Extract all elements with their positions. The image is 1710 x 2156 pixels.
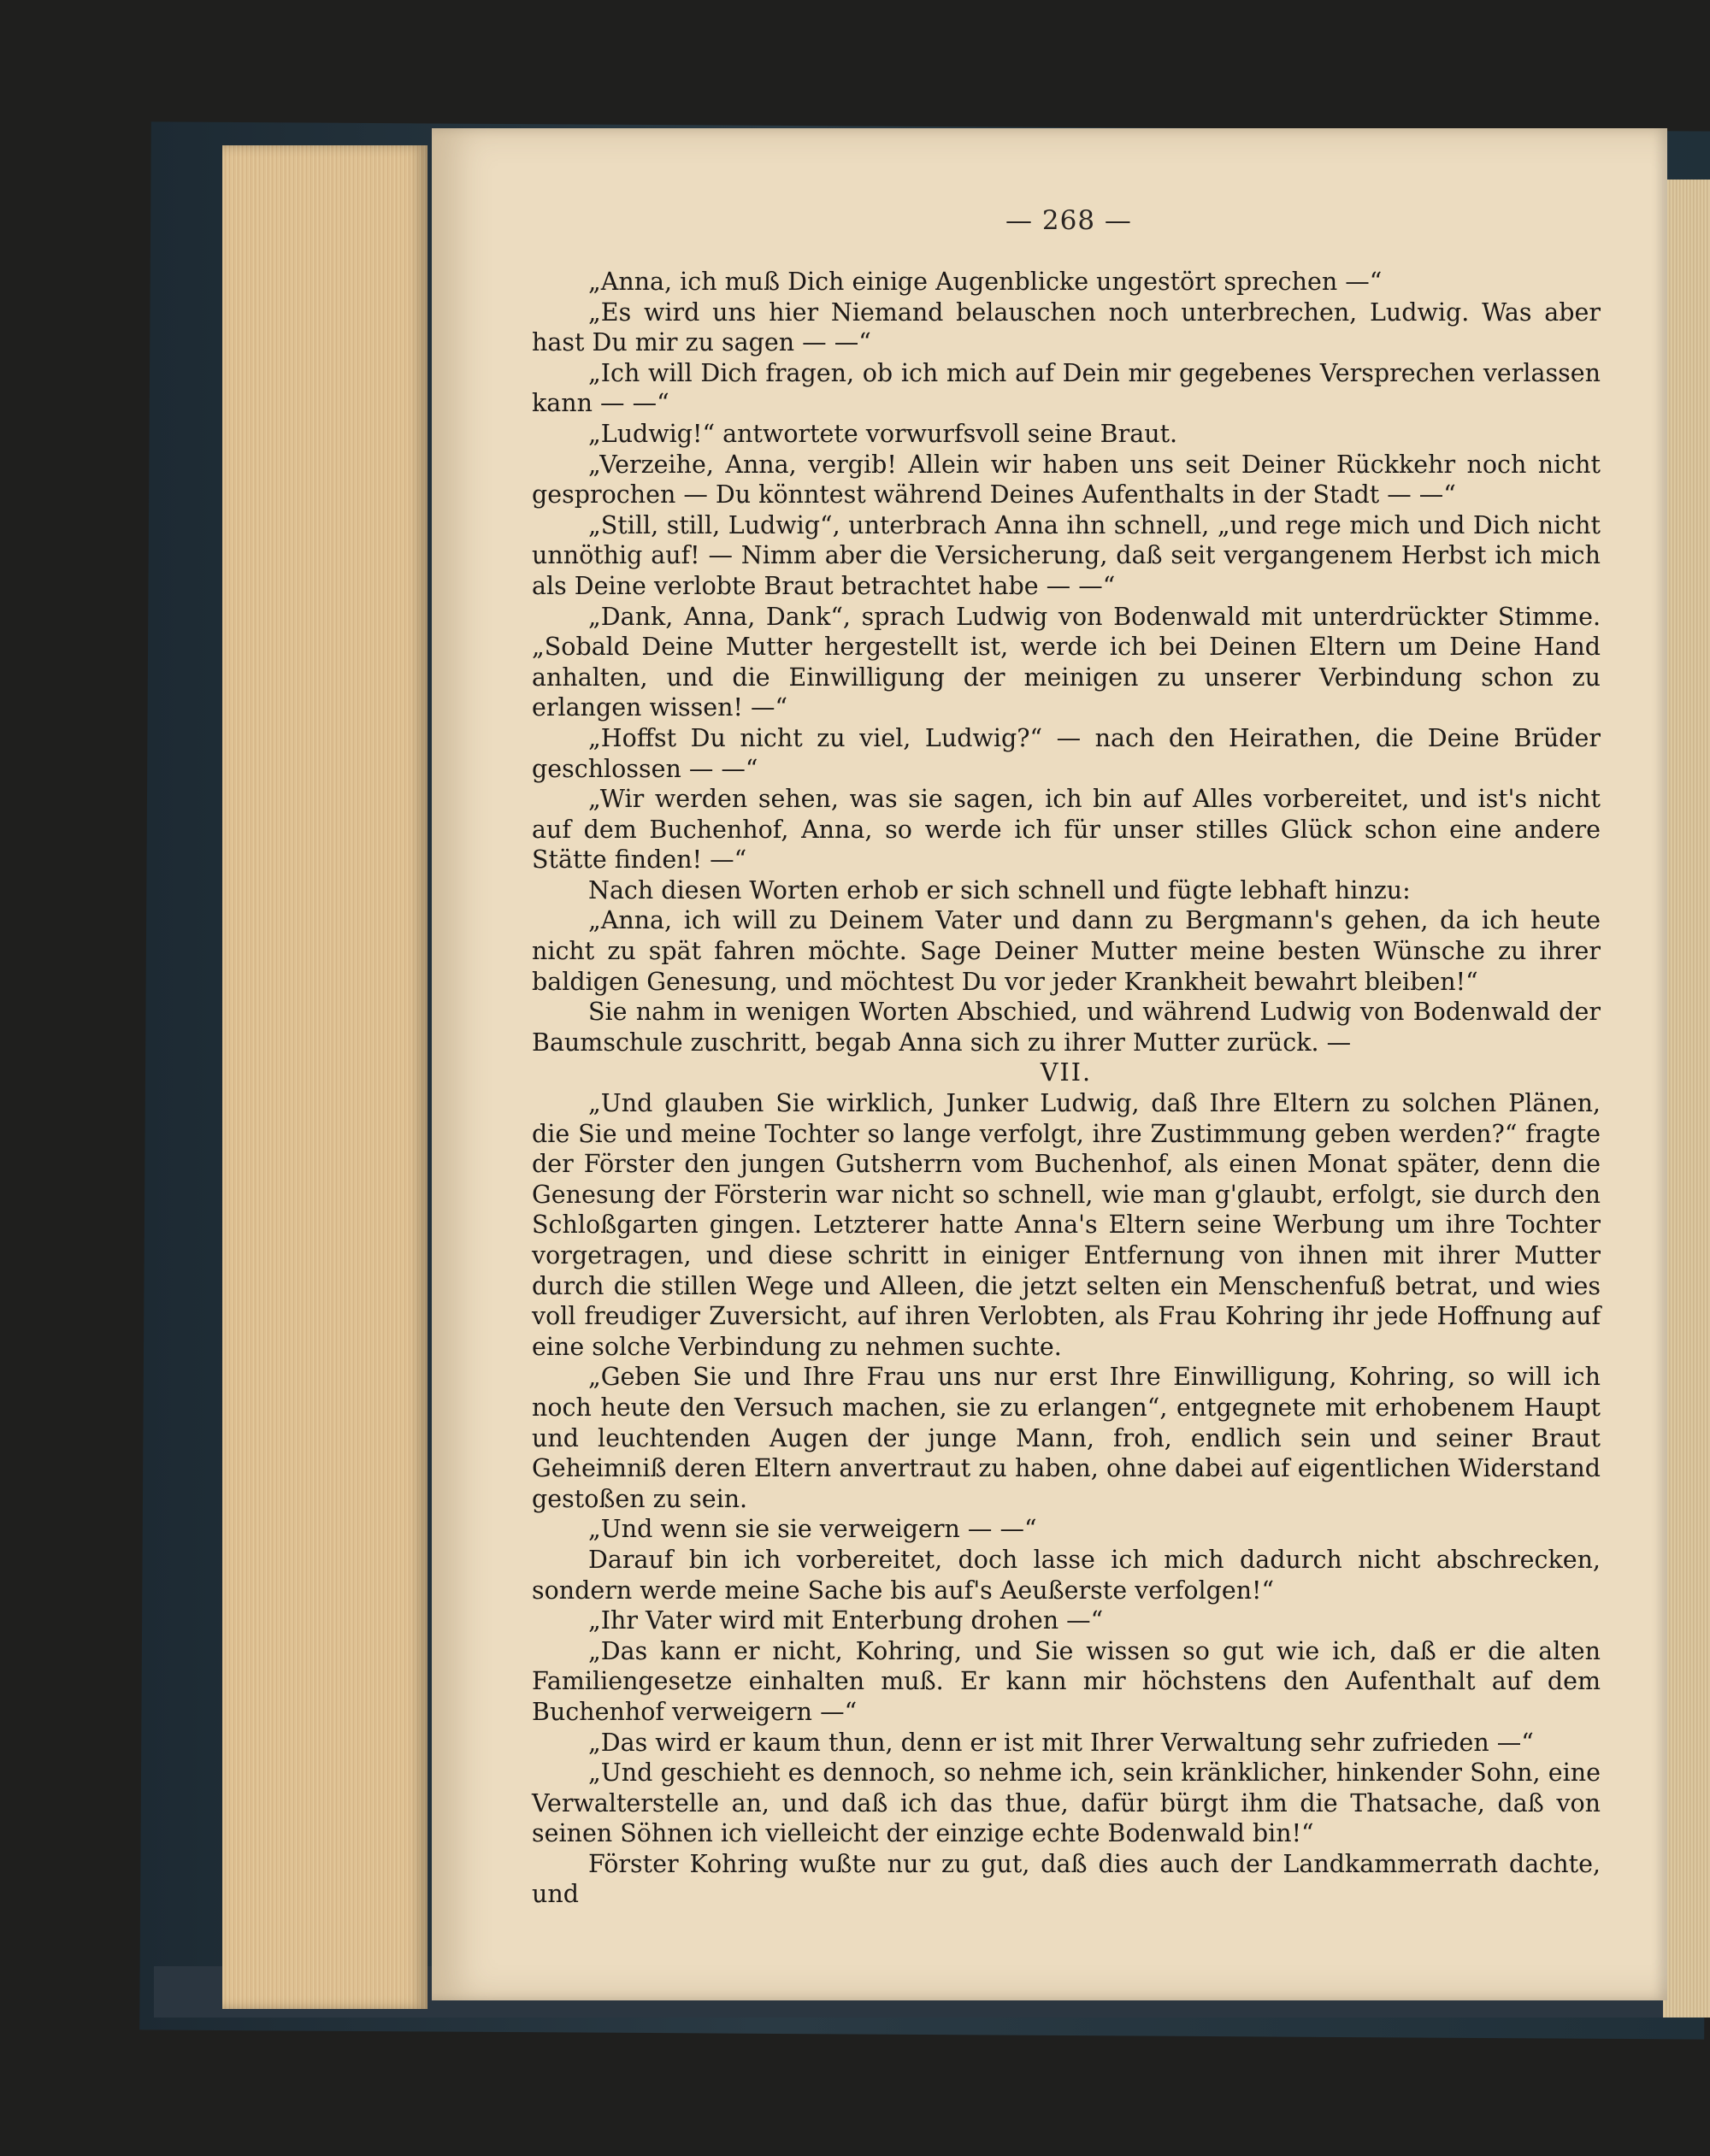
paragraph: Nach diesen Worten erhob er sich schnell und fügte lebhaft hinzu: — [588, 875, 1411, 904]
paragraph: „Anna, ich will zu Deinem Vater und dann zu Bergmann's gehen, da ich heute nicht zu spät fahren möchte. Sage Deiner Mutter meine besten Wünsche zu ihrer baldigen Genesung, und möchtest Du vor jeder Krankheit bewahrt bleiben!“ — [532, 906, 1601, 996]
paragraph: „Ihr Vater wird mit Enterbung drohen —“ — [588, 1606, 1104, 1635]
page-edges-left — [222, 145, 428, 2009]
paragraph: „Geben Sie und Ihre Frau uns nur erst Ihre Einwilligung, Kohring, so will ich noch heute den Versuch machen, sie zu erlangen“, entgegnete mit erhobenem Haupt und leuchtenden Augen der junge Mann, froh, endlich sein und seiner Braut Geheimniß deren Eltern anvertraut zu haben, ohne dabei auf eigentlichen Widerstand gestoßen zu sein. — [532, 1363, 1601, 1513]
page-edges-right — [1663, 180, 1710, 2018]
paragraph: „Ich will Dich fragen, ob ich mich auf Dein mir gegebenes Versprechen verlassen kann — —“ — [532, 358, 1601, 418]
paragraph: „Wir werden sehen, was sie sagen, ich bin auf Alles vorbereitet, und ist's nicht auf dem Buchenhof, Anna, so werde ich für unser stilles Glück schon eine andere Stätte finden! —“ — [532, 785, 1601, 875]
chapter-heading: VII. — [1040, 1058, 1093, 1087]
paragraph: „Hoffst Du nicht zu viel, Ludwig?“ — nach den Heirathen, die Deine Brüder geschlossen — —“ — [532, 723, 1601, 783]
paragraph: „Verzeihe, Anna, vergib! Allein wir haben uns seit Deiner Rückkehr noch nicht gesprochen — Du könntest während Deines Aufenthalts in der Stadt — —“ — [532, 450, 1601, 510]
paragraph: „Und wenn sie sie verweigern — —“ — [588, 1515, 1037, 1544]
paragraph: „Das wird er kaum thun, denn er ist mit Ihrer Verwaltung sehr zufrieden —“ — [588, 1728, 1534, 1757]
paragraph: „Dank, Anna, Dank“, sprach Ludwig von Bodenwald mit unterdrückter Stimme. „Sobald Deine Mutter hergestellt ist, werde ich bei Deinen Eltern um Deine Hand anhalten, und die Einwilligung der meinigen zu unserer Verbindung schon zu erlangen wissen! —“ — [532, 602, 1601, 722]
paragraph: „Das kann er nicht, Kohring, und Sie wissen so gut wie ich, daß er die alten Familiengesetze einhalten muß. Er kann mir höchstens den Aufenthalt auf dem Buchenhof verweigern —“ — [532, 1636, 1601, 1726]
paragraph: Förster Kohring wußte nur zu gut, daß dies auch der Landkammerrath dachte, und — [532, 1849, 1601, 1909]
paragraph: Sie nahm in wenigen Worten Abschied, und während Ludwig von Bodenwald der Baumschule zuschritt, begab Anna sich zu ihrer Mutter zurück. — — [532, 998, 1601, 1057]
paragraph: Darauf bin ich vorbereitet, doch lasse ich mich dadurch nicht abschrecken, sondern werde meine Sache bis auf's Aeußerste verfolgen!“ — [532, 1545, 1601, 1605]
paragraph: „Es wird uns hier Niemand belauschen noch unterbrechen, Ludwig. Was aber hast Du mir zu sagen — —“ — [532, 297, 1601, 357]
paragraph: „Anna, ich muß Dich einige Augenblicke ungestört sprechen —“ — [588, 268, 1383, 296]
page-text — [532, 267, 1601, 1910]
paragraph: „Ludwig!“ antwortete vorwurfsvoll seine Braut. — [588, 419, 1178, 448]
paragraph: „Und geschieht es dennoch, so nehme ich, sein kränklicher, hinkender Sohn, eine Verwalterstelle an, und daß ich das thue, dafür bürgt ihm die Thatsache, daß von seinen Söhnen ich vielleicht der einzige echte Bodenwald bin!“ — [532, 1758, 1601, 1848]
paragraph: „Still, still, Ludwig“, unterbrach Anna ihn schnell, „und rege mich und Dich nicht unnöthig auf! — Nimm aber die Versicherung, daß seit vergangenem Herbst ich mich als Deine verlobte Braut betrachtet habe — —“ — [532, 510, 1601, 600]
paragraph: „Und glauben Sie wirklich, Junker Ludwig, daß Ihre Eltern zu solchen Plänen, die Sie und meine Tochter so lange verfolgt, ihre Zustimmung geben werden?“ fragte der Förster den jungen Gutsherrn vom Buchenhof, als einen Monat später, denn die Genesung der Försterin war nicht so schnell, wie man g'glaubt, erfolgt, sie durch den Schloßgarten gingen. Letzterer hatte Anna's Eltern seine Werbung um ihre Tochter vorgetragen, und diese schritt in einiger Entfernung von ihnen mit ihrer Mutter durch die stillen Wege und Alleen, die jetzt selten ein Menschenfuß betrat, und wies voll freudiger Zuversicht, auf ihren Verlobten, als Frau Kohring ihr jede Hoffnung auf eine solche Verbindung zu nehmen suchte. — [532, 1089, 1601, 1361]
page-number: — 268 — — [1005, 205, 1132, 236]
